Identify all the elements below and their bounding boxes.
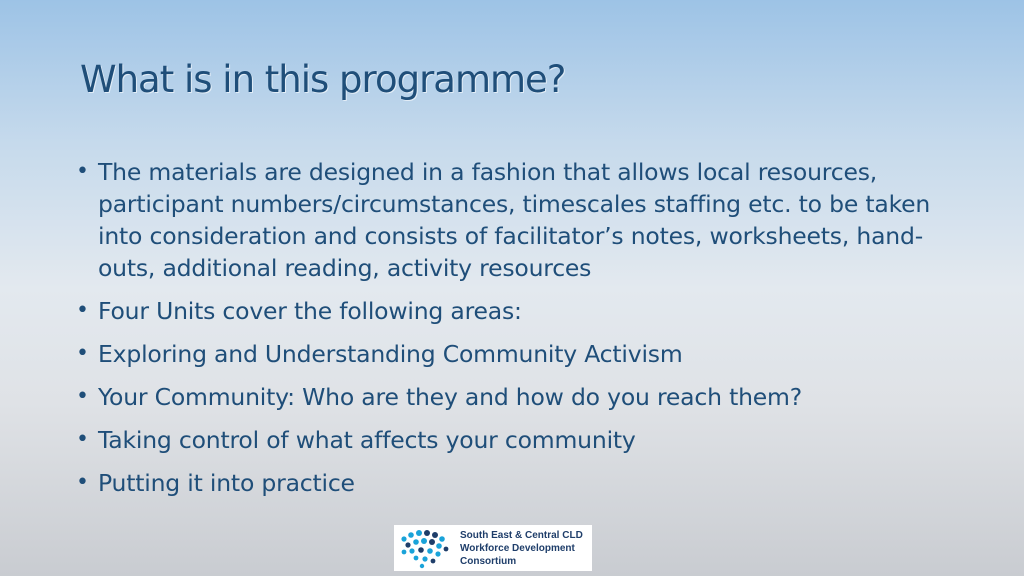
list-item: [76, 381, 946, 413]
bullet-text: Four Units cover the following areas:: [98, 297, 522, 325]
bullet-text: Exploring and Understanding Community Activism: [98, 340, 683, 368]
consortium-logo: [394, 525, 592, 571]
bullet-icon: •: [76, 159, 89, 184]
logo-line: Consortium: [460, 555, 517, 567]
bullet-icon: •: [76, 341, 89, 366]
dots-logo-icon: [394, 525, 456, 571]
bullet-text: Your Community: Who are they and how do you reach them?: [98, 383, 802, 411]
page-title: What is in this programme?: [80, 58, 566, 101]
logo-line: South East & Central CLD: [460, 529, 583, 541]
list-item: [76, 467, 946, 499]
bullet-list: [76, 156, 946, 510]
bullet-icon: •: [76, 427, 89, 452]
list-item: [76, 156, 946, 284]
list-item: [76, 295, 946, 327]
bullet-text: The materials are designed in a fashion that allows local resources, participant numbers/circumstances, timescales staffing etc. to be taken into consideration and consists of facilitator’s notes, worksheets, hand-outs, additional reading, activity resources: [98, 158, 931, 282]
list-item: [76, 424, 946, 456]
list-item: [76, 338, 946, 370]
bullet-text: Taking control of what affects your community: [98, 426, 636, 454]
logo-line: Workforce Development: [460, 542, 575, 554]
bullet-icon: •: [76, 470, 89, 495]
logo-text: [456, 529, 583, 568]
bullet-text: Putting it into practice: [98, 469, 355, 497]
bullet-icon: •: [76, 298, 89, 323]
bullet-icon: •: [76, 384, 89, 409]
